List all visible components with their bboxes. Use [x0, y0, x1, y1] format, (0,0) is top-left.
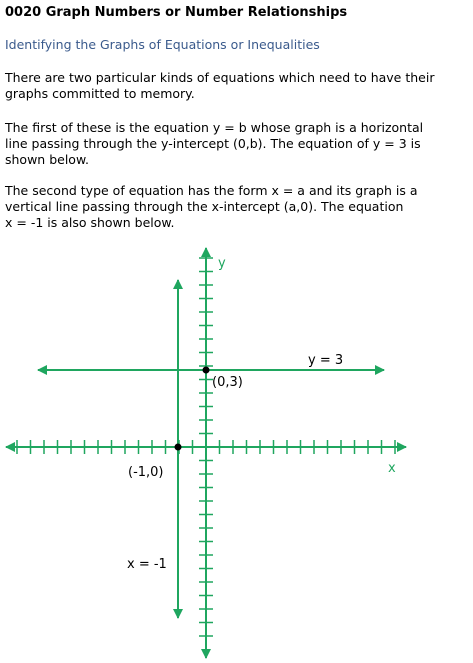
- point-label-minus1-0: (-1,0): [128, 465, 164, 480]
- paragraph-line: x = -1 is also shown below.: [5, 215, 175, 230]
- paragraph-line: The second type of equation has the form x = a and its graph is a: [5, 183, 418, 198]
- equation-label-x-equals-minus-1: x = -1: [127, 557, 167, 572]
- coordinate-graph: [0, 240, 473, 663]
- page-title: 0020 Graph Numbers or Number Relationships: [5, 5, 348, 20]
- paragraph-line: There are two particular kinds of equations which need to have their: [5, 70, 435, 85]
- paragraph-line: line passing through the y-intercept (0,b). The equation of y = 3 is: [5, 136, 421, 151]
- y-axis-label: y: [218, 256, 226, 271]
- horizontal-line-paragraph: [5, 120, 467, 168]
- x-axis-label: x: [388, 461, 396, 476]
- paragraph-line: shown below.: [5, 152, 89, 167]
- paragraph-line: The first of these is the equation y = b whose graph is a horizontal: [5, 120, 424, 135]
- vertical-line-paragraph: [5, 183, 467, 231]
- point-minus1-0: [175, 444, 182, 451]
- page-subtitle: Identifying the Graphs of Equations or Inequalities: [5, 37, 320, 52]
- point-0-3: [203, 367, 210, 374]
- paragraph-line: graphs committed to memory.: [5, 86, 195, 101]
- point-label-0-3: (0,3): [212, 375, 243, 390]
- equation-label-y-equals-3: y = 3: [308, 353, 344, 368]
- intro-paragraph: [5, 70, 467, 102]
- paragraph-line: vertical line passing through the x-intercept (a,0). The equation: [5, 199, 404, 214]
